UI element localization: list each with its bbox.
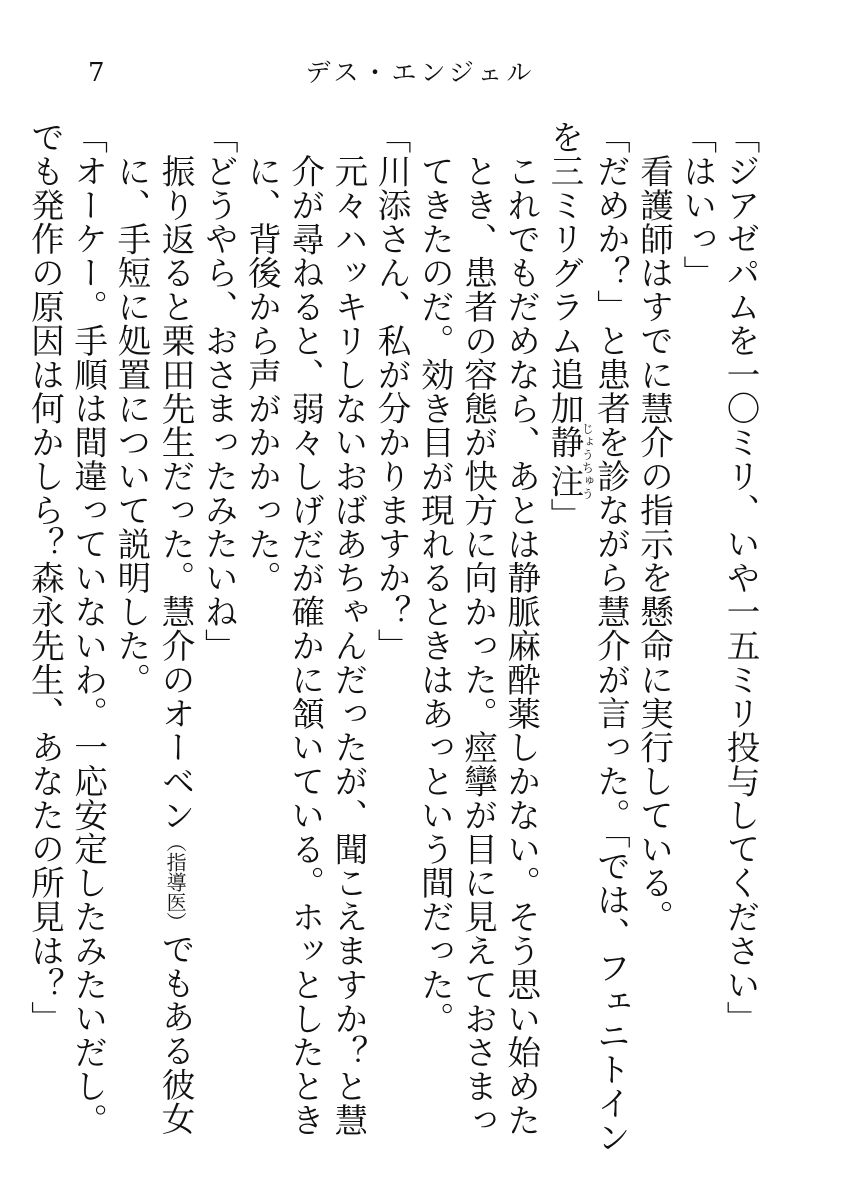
paragraph-6: 「川添さん、私が分かりますか？」: [372, 120, 412, 663]
paragraph-5: これでもだめなら、あとは静脈麻酔薬しかない。そう思い始めたとき、患者の容態が快方に向かった。痙攣が目に見えておさまってきたのだ。効き目が現れるときはあっという間だった。: [415, 153, 541, 1137]
ruby-reading: じょうちゅう: [580, 422, 595, 501]
ruby-joshu: [544, 422, 595, 501]
page-number: 7: [88, 58, 105, 88]
vertical-body-text: [25, 120, 762, 1155]
paragraph-2: 「はいっ」: [677, 120, 717, 290]
paragraph-3: 看護師はすでに慧介の指示を懸命に実行している。: [634, 153, 674, 934]
paragraph-7: 元々ハッキリしないおばあちゃんだったが、聞こえますか？と慧介が尋ねると、弱々しげだが確かに頷いている。ホッとしたときに、背後から声がかかった。: [242, 153, 368, 1137]
paragraph-9-lead: 振り返ると栗田先生だった。慧介のオーベン: [156, 153, 196, 832]
inline-note: （指導医）: [163, 831, 188, 932]
paragraph-8: 「どうやら、おさまったみたいね」: [199, 120, 239, 663]
paragraph-9-tail: でもある彼女に、手短に処置について説明した。: [111, 153, 196, 1135]
paragraph-10: 「オーケー。手順は間違っていないわ。一応安定したみたいだし。でも発作の原因は何かしら？森永先生、あなたの所見は？」: [25, 120, 108, 1137]
paragraph-4-tail: 」: [544, 497, 584, 532]
paragraph-9: [110, 120, 197, 1155]
running-title: デス・エンジェル: [305, 58, 536, 87]
paragraph-1: 「ジアゼパムを一〇ミリ、いや一五ミリ投与してください」: [721, 120, 760, 1036]
ruby-base: 静注: [544, 422, 584, 501]
paragraph-4: [543, 120, 633, 1155]
paragraph-4-lead: 「だめか？」と患者を診ながら慧介が言った。「では、フェニトインを三ミリグラム追加: [544, 120, 631, 1154]
